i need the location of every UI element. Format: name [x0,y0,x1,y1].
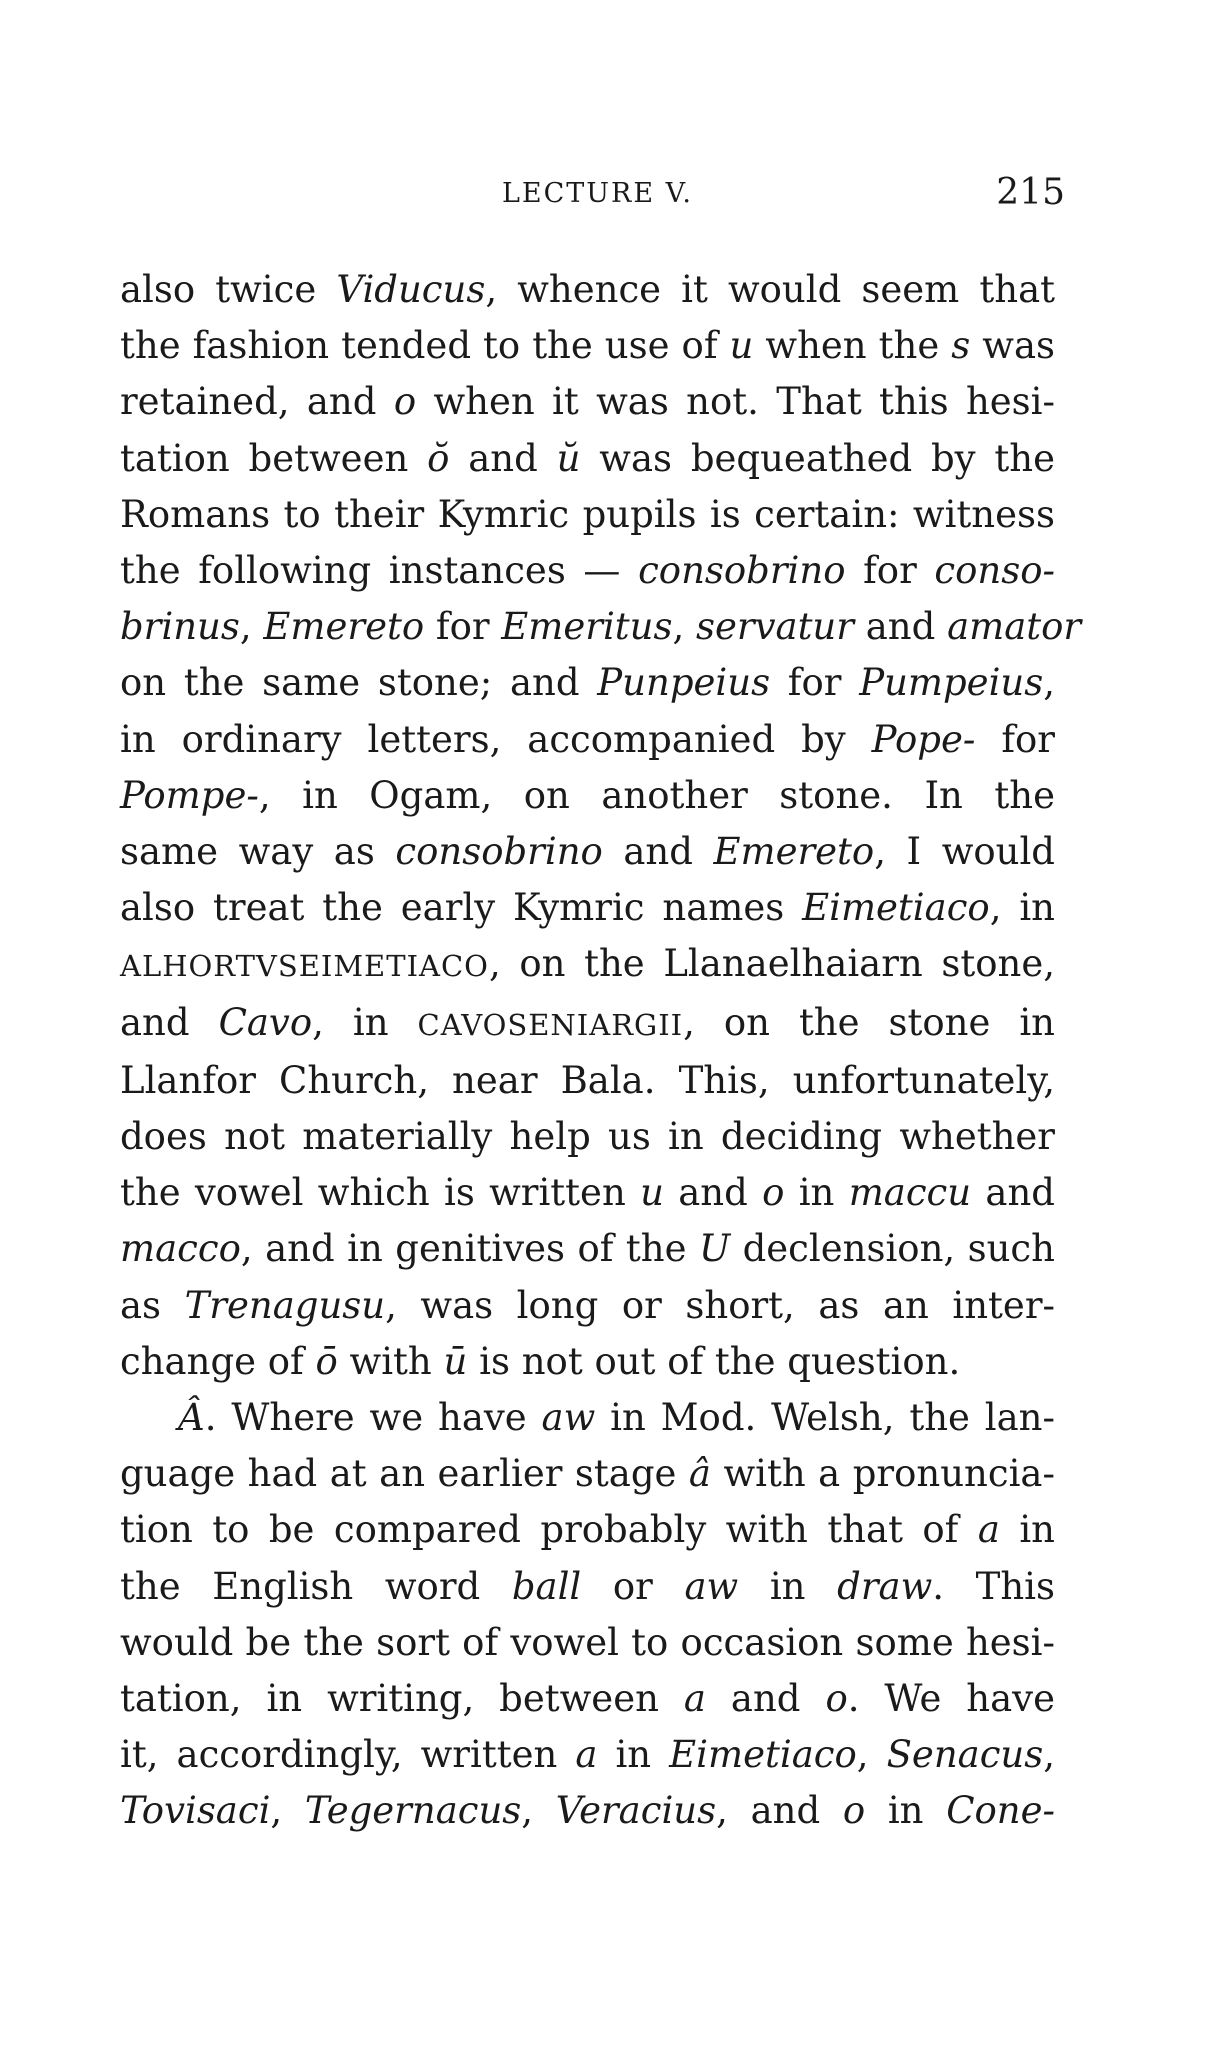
text-line: the vowel which is written u and o in maccu and [120,1171,1055,1215]
running-head: LECTURE V. [501,178,694,209]
text-line: also treat the early Kymric names Eimetiaco, in [120,886,1055,930]
text-line: it, accordingly, written a in Eimetiaco, Senacus, [120,1733,1056,1777]
text-line: Tovisaci, Tegernacus, Veracius, and o in Cone- [120,1789,1056,1833]
text-line: retained, and o when it was not. That this hesi- [120,380,1055,424]
text-line: does not materially help us in deciding whether [120,1115,1055,1159]
text-line: same way as consobrino and Emereto, I would [120,830,1055,874]
page-number: 215 [996,172,1065,213]
text-line: tation, in writing, between a and o. We have [120,1677,1055,1721]
text-line: guage had at an earlier stage â with a pronuncia- [120,1452,1055,1496]
text-line: brinus, Emereto for Emeritus, servatur and amator [120,605,1082,649]
text-line: the fashion tended to the use of u when the s was [120,324,1056,368]
text-line: macco, and in genitives of the U declension, such [120,1227,1055,1271]
text-line: in ordinary letters, accompanied by Pope- for [120,717,1055,761]
text-line: Pompe-, in Ogam, on another stone. In the [120,773,1055,817]
text-line: as Trenagusu, was long or short, as an inter- [120,1283,1056,1327]
text-line: the English word ball or aw in draw. This [120,1564,1055,1608]
text-line: tation between ŏ and ŭ was bequeathed by the [120,436,1055,480]
text-line: the following instances — consobrino for conso- [120,549,1055,593]
body-text [120,262,1082,1840]
text-line: Â. Where we have aw in Mod. Welsh, the lan- [178,1396,1056,1440]
text-line: tion to be compared probably with that of a in [120,1508,1055,1552]
text-line: would be the sort of vowel to occasion some hesi- [120,1620,1055,1664]
text-line: also twice Viducus, whence it would seem that [120,268,1055,311]
text-line: ALHORTVSEIMETIACO, on the Llanaelhaiarn stone, [120,942,1055,986]
text-line: and Cavo, in CAVOSENIARGII, on the stone in [120,1000,1056,1044]
text-line: on the same stone; and Punpeius for Pumpeius, [120,661,1055,705]
text-line: Romans to their Kymric pupils is certain: witness [120,492,1055,536]
text-line: Llanfor Church, near Bala. This, unfortunately, [120,1058,1055,1102]
page-header [120,172,1075,222]
text-line: change of ō with ū is not out of the question. [120,1339,961,1383]
